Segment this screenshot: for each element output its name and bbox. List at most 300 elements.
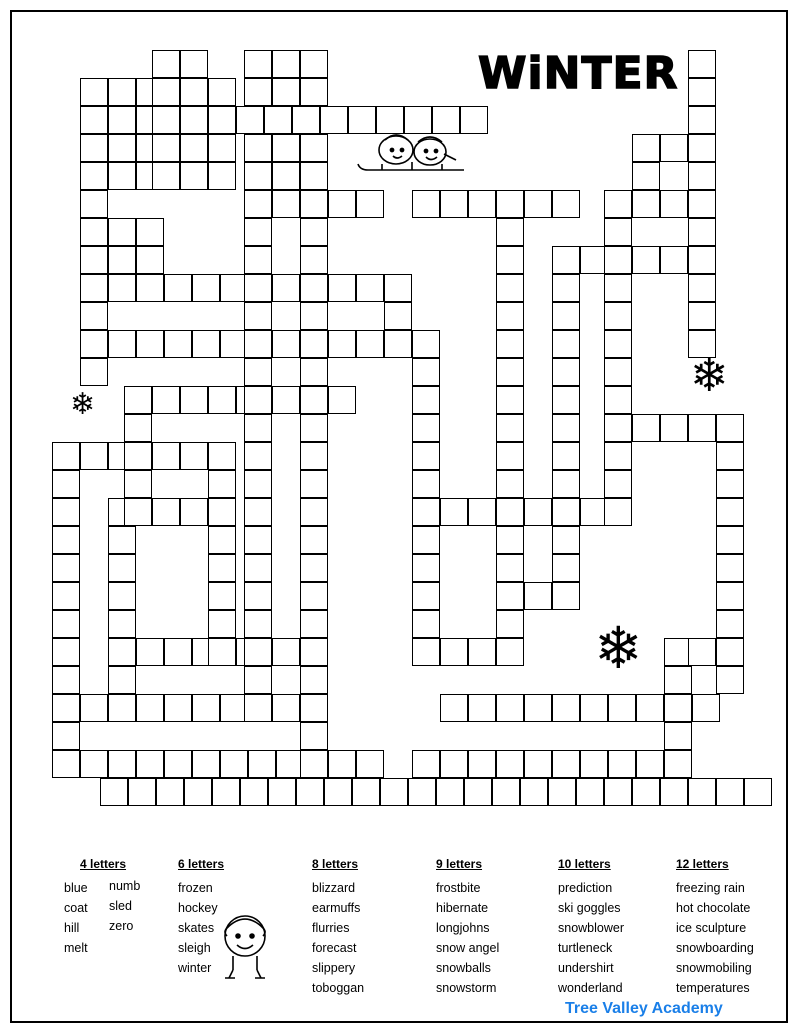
crossword-cell[interactable] [440,694,468,722]
crossword-cell[interactable] [124,442,152,470]
crossword-cell[interactable] [208,554,236,582]
crossword-cell[interactable] [576,778,604,806]
crossword-cell[interactable] [268,778,296,806]
crossword-cell[interactable] [660,778,688,806]
crossword-cell[interactable] [440,190,468,218]
crossword-cell[interactable] [264,106,292,134]
crossword-cell[interactable] [496,274,524,302]
crossword-cell[interactable] [192,330,220,358]
crossword-cell[interactable] [164,274,192,302]
crossword-cell[interactable] [604,274,632,302]
crossword-cell[interactable] [272,162,300,190]
crossword-cell[interactable] [468,498,496,526]
crossword-cell[interactable] [52,498,80,526]
crossword-cell[interactable] [108,666,136,694]
crossword-cell[interactable] [328,190,356,218]
crossword-cell[interactable] [52,470,80,498]
crossword-cell[interactable] [136,274,164,302]
crossword-cell[interactable] [688,134,716,162]
crossword-cell[interactable] [52,526,80,554]
crossword-cell[interactable] [664,722,692,750]
crossword-cell[interactable] [716,638,744,666]
crossword-cell[interactable] [664,750,692,778]
crossword-cell[interactable] [244,470,272,498]
crossword-cell[interactable] [108,610,136,638]
crossword-cell[interactable] [328,750,356,778]
crossword-cell[interactable] [152,386,180,414]
crossword-cell[interactable] [272,78,300,106]
crossword-cell[interactable] [244,610,272,638]
crossword-cell[interactable] [692,694,720,722]
crossword-cell[interactable] [108,134,136,162]
crossword-cell[interactable] [300,722,328,750]
crossword-cell[interactable] [688,414,716,442]
crossword-cell[interactable] [272,50,300,78]
crossword-cell[interactable] [716,582,744,610]
crossword-cell[interactable] [52,722,80,750]
crossword-cell[interactable] [604,246,632,274]
crossword-cell[interactable] [80,302,108,330]
crossword-cell[interactable] [300,330,328,358]
crossword-cell[interactable] [300,554,328,582]
crossword-cell[interactable] [552,386,580,414]
crossword-cell[interactable] [208,582,236,610]
crossword-cell[interactable] [208,162,236,190]
crossword-cell[interactable] [244,666,272,694]
crossword-cell[interactable] [108,162,136,190]
crossword-cell[interactable] [604,190,632,218]
crossword-cell[interactable] [548,778,576,806]
crossword-cell[interactable] [524,498,552,526]
crossword-cell[interactable] [660,134,688,162]
crossword-cell[interactable] [412,638,440,666]
crossword-cell[interactable] [244,274,272,302]
crossword-cell[interactable] [356,274,384,302]
crossword-cell[interactable] [300,750,328,778]
crossword-cell[interactable] [52,694,80,722]
crossword-cell[interactable] [136,638,164,666]
crossword-cell[interactable] [632,778,660,806]
crossword-cell[interactable] [272,386,300,414]
crossword-cell[interactable] [688,246,716,274]
crossword-cell[interactable] [244,78,272,106]
crossword-cell[interactable] [552,582,580,610]
crossword-cell[interactable] [324,778,352,806]
crossword-cell[interactable] [664,666,692,694]
crossword-cell[interactable] [688,162,716,190]
crossword-cell[interactable] [496,442,524,470]
crossword-cell[interactable] [136,750,164,778]
crossword-cell[interactable] [744,778,772,806]
crossword-cell[interactable] [180,106,208,134]
crossword-cell[interactable] [244,414,272,442]
crossword-cell[interactable] [244,638,272,666]
crossword-cell[interactable] [408,778,436,806]
crossword-cell[interactable] [244,386,272,414]
crossword-cell[interactable] [412,386,440,414]
crossword-cell[interactable] [496,358,524,386]
crossword-cell[interactable] [384,274,412,302]
crossword-cell[interactable] [52,554,80,582]
crossword-cell[interactable] [496,610,524,638]
crossword-cell[interactable] [300,414,328,442]
crossword-cell[interactable] [552,274,580,302]
crossword-cell[interactable] [636,694,664,722]
crossword-cell[interactable] [80,358,108,386]
crossword-cell[interactable] [632,246,660,274]
crossword-cell[interactable] [180,442,208,470]
crossword-cell[interactable] [604,498,632,526]
crossword-cell[interactable] [208,386,236,414]
crossword-cell[interactable] [124,470,152,498]
crossword-cell[interactable] [244,442,272,470]
crossword-cell[interactable] [208,470,236,498]
crossword-cell[interactable] [244,50,272,78]
crossword-cell[interactable] [296,778,324,806]
crossword-cell[interactable] [632,414,660,442]
crossword-cell[interactable] [152,442,180,470]
crossword-cell[interactable] [80,162,108,190]
crossword-cell[interactable] [412,610,440,638]
crossword-cell[interactable] [300,190,328,218]
crossword-cell[interactable] [108,750,136,778]
crossword-cell[interactable] [688,302,716,330]
crossword-cell[interactable] [244,330,272,358]
crossword-cell[interactable] [272,134,300,162]
crossword-cell[interactable] [300,526,328,554]
crossword-cell[interactable] [552,190,580,218]
crossword-cell[interactable] [52,750,80,778]
crossword-cell[interactable] [412,330,440,358]
crossword-cell[interactable] [688,274,716,302]
crossword-cell[interactable] [80,750,108,778]
crossword-cell[interactable] [440,638,468,666]
crossword-cell[interactable] [272,694,300,722]
crossword-cell[interactable] [552,694,580,722]
crossword-cell[interactable] [300,666,328,694]
crossword-cell[interactable] [240,778,268,806]
crossword-cell[interactable] [440,498,468,526]
crossword-cell[interactable] [152,78,180,106]
crossword-cell[interactable] [208,610,236,638]
crossword-cell[interactable] [688,638,716,666]
crossword-cell[interactable] [52,442,80,470]
crossword-cell[interactable] [552,414,580,442]
crossword-cell[interactable] [300,386,328,414]
crossword-cell[interactable] [300,470,328,498]
crossword-cell[interactable] [412,414,440,442]
crossword-cell[interactable] [496,190,524,218]
crossword-cell[interactable] [496,638,524,666]
crossword-cell[interactable] [136,218,164,246]
crossword-cell[interactable] [496,218,524,246]
crossword-cell[interactable] [436,778,464,806]
crossword-cell[interactable] [356,190,384,218]
crossword-cell[interactable] [524,190,552,218]
crossword-cell[interactable] [272,638,300,666]
crossword-cell[interactable] [244,246,272,274]
crossword-cell[interactable] [632,162,660,190]
crossword-cell[interactable] [300,162,328,190]
crossword-cell[interactable] [300,694,328,722]
crossword-cell[interactable] [52,582,80,610]
crossword-cell[interactable] [604,302,632,330]
crossword-cell[interactable] [180,50,208,78]
crossword-cell[interactable] [552,330,580,358]
crossword-cell[interactable] [180,386,208,414]
crossword-cell[interactable] [608,694,636,722]
crossword-cell[interactable] [152,134,180,162]
crossword-cell[interactable] [212,778,240,806]
crossword-cell[interactable] [496,750,524,778]
crossword-cell[interactable] [412,582,440,610]
crossword-cell[interactable] [164,330,192,358]
crossword-cell[interactable] [716,610,744,638]
crossword-cell[interactable] [716,442,744,470]
crossword-cell[interactable] [244,134,272,162]
crossword-cell[interactable] [80,78,108,106]
crossword-cell[interactable] [152,50,180,78]
crossword-cell[interactable] [496,414,524,442]
crossword-cell[interactable] [716,470,744,498]
crossword-cell[interactable] [688,190,716,218]
crossword-cell[interactable] [356,750,384,778]
crossword-cell[interactable] [716,554,744,582]
crossword-cell[interactable] [496,302,524,330]
crossword-cell[interactable] [128,778,156,806]
crossword-cell[interactable] [524,694,552,722]
crossword-cell[interactable] [552,302,580,330]
crossword-cell[interactable] [80,274,108,302]
crossword-cell[interactable] [244,498,272,526]
crossword-cell[interactable] [108,246,136,274]
crossword-cell[interactable] [464,778,492,806]
crossword-cell[interactable] [688,778,716,806]
crossword-cell[interactable] [496,694,524,722]
crossword-cell[interactable] [524,582,552,610]
crossword-cell[interactable] [660,246,688,274]
crossword-cell[interactable] [108,274,136,302]
crossword-cell[interactable] [604,330,632,358]
crossword-cell[interactable] [552,554,580,582]
crossword-cell[interactable] [496,386,524,414]
crossword-cell[interactable] [552,442,580,470]
crossword-cell[interactable] [524,750,552,778]
crossword-cell[interactable] [604,386,632,414]
crossword-cell[interactable] [632,190,660,218]
crossword-cell[interactable] [552,358,580,386]
crossword-cell[interactable] [604,442,632,470]
crossword-cell[interactable] [636,750,664,778]
crossword-cell[interactable] [352,778,380,806]
crossword-cell[interactable] [136,246,164,274]
crossword-cell[interactable] [300,498,328,526]
crossword-cell[interactable] [108,526,136,554]
crossword-cell[interactable] [552,498,580,526]
crossword-cell[interactable] [108,638,136,666]
crossword-cell[interactable] [496,246,524,274]
crossword-cell[interactable] [180,78,208,106]
crossword-cell[interactable] [244,554,272,582]
crossword-cell[interactable] [300,134,328,162]
crossword-cell[interactable] [80,218,108,246]
crossword-cell[interactable] [716,414,744,442]
crossword-cell[interactable] [244,358,272,386]
crossword-cell[interactable] [184,778,212,806]
crossword-cell[interactable] [688,78,716,106]
crossword-cell[interactable] [208,526,236,554]
crossword-cell[interactable] [688,106,716,134]
crossword-cell[interactable] [136,694,164,722]
crossword-cell[interactable] [496,526,524,554]
crossword-cell[interactable] [496,582,524,610]
crossword-cell[interactable] [412,498,440,526]
crossword-cell[interactable] [552,246,580,274]
crossword-cell[interactable] [552,470,580,498]
crossword-cell[interactable] [192,750,220,778]
crossword-cell[interactable] [208,498,236,526]
crossword-cell[interactable] [412,470,440,498]
crossword-cell[interactable] [552,750,580,778]
crossword-cell[interactable] [412,554,440,582]
crossword-cell[interactable] [520,778,548,806]
crossword-cell[interactable] [604,358,632,386]
crossword-cell[interactable] [244,582,272,610]
crossword-cell[interactable] [272,274,300,302]
crossword-cell[interactable] [108,582,136,610]
crossword-cell[interactable] [152,106,180,134]
crossword-cell[interactable] [124,386,152,414]
crossword-cell[interactable] [300,218,328,246]
crossword-cell[interactable] [272,190,300,218]
crossword-cell[interactable] [380,778,408,806]
crossword-cell[interactable] [248,750,276,778]
crossword-cell[interactable] [384,330,412,358]
crossword-cell[interactable] [180,134,208,162]
crossword-cell[interactable] [320,106,348,134]
crossword-cell[interactable] [164,694,192,722]
crossword-cell[interactable] [80,134,108,162]
crossword-cell[interactable] [244,526,272,554]
crossword-cell[interactable] [108,218,136,246]
crossword-cell[interactable] [300,78,328,106]
crossword-cell[interactable] [80,106,108,134]
crossword-cell[interactable] [152,162,180,190]
crossword-cell[interactable] [328,274,356,302]
crossword-cell[interactable] [292,106,320,134]
crossword-cell[interactable] [136,330,164,358]
crossword-cell[interactable] [164,638,192,666]
crossword-cell[interactable] [496,554,524,582]
crossword-cell[interactable] [716,498,744,526]
crossword-cell[interactable] [412,358,440,386]
crossword-cell[interactable] [300,302,328,330]
crossword-cell[interactable] [80,442,108,470]
crossword-cell[interactable] [664,694,692,722]
crossword-cell[interactable] [220,750,248,778]
crossword-cell[interactable] [412,442,440,470]
crossword-cell[interactable] [192,694,220,722]
crossword-cell[interactable] [660,190,688,218]
crossword-cell[interactable] [80,330,108,358]
crossword-cell[interactable] [52,638,80,666]
crossword-cell[interactable] [468,638,496,666]
crossword-cell[interactable] [80,190,108,218]
crossword-cell[interactable] [52,610,80,638]
crossword-cell[interactable] [440,750,468,778]
crossword-cell[interactable] [108,330,136,358]
crossword-cell[interactable] [208,638,236,666]
crossword-cell[interactable] [604,414,632,442]
crossword-cell[interactable] [124,498,152,526]
crossword-cell[interactable] [244,694,272,722]
crossword-cell[interactable] [164,750,192,778]
crossword-cell[interactable] [552,526,580,554]
crossword-cell[interactable] [604,218,632,246]
crossword-cell[interactable] [180,162,208,190]
crossword-cell[interactable] [156,778,184,806]
crossword-cell[interactable] [80,246,108,274]
crossword-cell[interactable] [208,78,236,106]
crossword-cell[interactable] [356,330,384,358]
crossword-cell[interactable] [272,330,300,358]
crossword-cell[interactable] [244,190,272,218]
crossword-cell[interactable] [244,162,272,190]
crossword-cell[interactable] [300,246,328,274]
crossword-cell[interactable] [688,50,716,78]
crossword-cell[interactable] [208,442,236,470]
crossword-cell[interactable] [716,666,744,694]
crossword-cell[interactable] [80,694,108,722]
crossword-cell[interactable] [192,274,220,302]
crossword-cell[interactable] [108,694,136,722]
crossword-cell[interactable] [688,218,716,246]
crossword-cell[interactable] [300,610,328,638]
crossword-cell[interactable] [660,414,688,442]
crossword-cell[interactable] [468,694,496,722]
crossword-cell[interactable] [236,106,264,134]
crossword-cell[interactable] [300,358,328,386]
crossword-cell[interactable] [108,106,136,134]
crossword-cell[interactable] [604,778,632,806]
crossword-cell[interactable] [632,134,660,162]
crossword-cell[interactable] [300,582,328,610]
crossword-cell[interactable] [244,302,272,330]
crossword-cell[interactable] [52,666,80,694]
crossword-cell[interactable] [580,694,608,722]
crossword-cell[interactable] [716,526,744,554]
crossword-cell[interactable] [496,330,524,358]
crossword-cell[interactable] [580,750,608,778]
crossword-cell[interactable] [108,554,136,582]
crossword-cell[interactable] [716,778,744,806]
crossword-cell[interactable] [300,638,328,666]
crossword-cell[interactable] [108,78,136,106]
crossword-cell[interactable] [328,386,356,414]
crossword-cell[interactable] [468,190,496,218]
crossword-cell[interactable] [492,778,520,806]
crossword-cell[interactable] [300,274,328,302]
crossword-cell[interactable] [100,778,128,806]
crossword-cell[interactable] [208,106,236,134]
crossword-cell[interactable] [496,470,524,498]
crossword-cell[interactable] [608,750,636,778]
crossword-cell[interactable] [496,498,524,526]
crossword-cell[interactable] [300,50,328,78]
crossword-cell[interactable] [468,750,496,778]
crossword-cell[interactable] [604,470,632,498]
crossword-cell[interactable] [328,330,356,358]
